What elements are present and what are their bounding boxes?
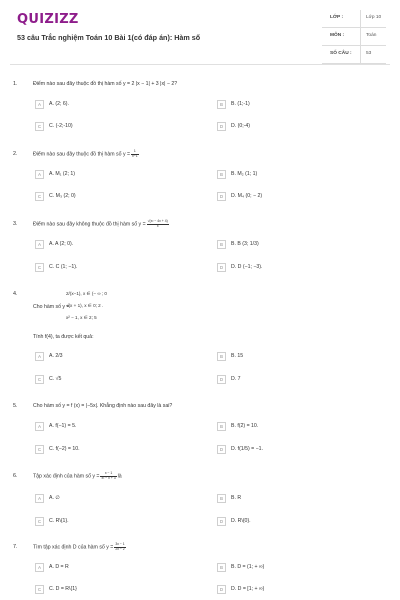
question-number: 7. [13,544,18,550]
quizizz-logo [17,12,79,27]
question-stem-2: Tính f(4), ta được kết quả: [33,334,94,340]
question-stem [33,220,170,228]
option-text: B. (1;-1) [231,101,250,107]
option-text: D. D (−1; −3). [231,264,263,270]
option-text: B. M₂ (1; 1) [231,171,258,177]
option-text: A. (2; 6). [49,101,69,107]
option-text: D. D = [1; + ∞) [231,586,265,592]
piece-2: √(x + 1), x ∈ 0; 2 . [66,303,104,308]
option-text: A. D = R [49,564,69,570]
option-key: A [35,352,44,361]
option-key: A [35,494,44,503]
meta-key: SỐ CÂU : [330,51,352,56]
question-number: 4. [13,291,18,297]
option-text: A. f(−1) = 5. [49,423,77,429]
fraction-numerator: √(x² − 4x + 4) [147,219,168,223]
option-key: B [217,100,226,109]
fraction-denominator: x [156,223,159,228]
option-text: B. B (3; 1/3) [231,241,259,247]
meta-key: MÔN : [330,33,345,38]
stem-text: Tập xác định của hàm số y = [33,473,100,480]
question-stem [33,150,140,158]
option-key: C [35,375,44,384]
option-key: C [35,517,44,526]
option-text: C. D = R\{1} [49,586,77,592]
page-title: 53 câu Trắc nghiệm Toán 10 Bài 1(có đáp án): Hàm số [17,33,201,42]
option-key: B [217,494,226,503]
meta-table [322,10,386,64]
option-key: A [35,170,44,179]
meta-row-subject [322,28,386,46]
fraction-denominator: x² − x + 3 [101,475,116,480]
option-text: A. 2/3 [49,353,63,359]
stem-text: Điểm nào sau đây không thuộc đồ thị hàm số y = [33,221,146,228]
meta-value: Lớp 10 [366,15,382,20]
stem-fraction [114,543,125,551]
option-key: D [217,192,226,201]
option-text: C. √5 [49,376,62,382]
option-text: B. R [231,495,242,501]
option-key: D [217,585,226,594]
stem-text: Tìm tập xác định D của hàm số y = [33,544,114,551]
option-key: C [35,192,44,201]
fraction-denominator: 2x − 2 [115,546,125,551]
stem-text: Điểm nào sau đây thuộc đồ thị hàm số y = [33,151,131,158]
option-text: D. M₄ (0; − 2) [231,193,263,199]
option-key: C [35,585,44,594]
question-number: 6. [13,473,18,479]
stem-fraction [131,150,139,158]
logo-text: QUIZIZZ [17,12,79,27]
page-header [0,0,400,72]
question-stem: Điểm nào sau đây thuộc đồ thị hàm số y = 2 |x − 1| + 3 |x| − 2? [33,81,178,87]
option-text: C. f(−2) = 10. [49,446,80,452]
meta-key: LỚP : [330,15,344,20]
option-key: D [217,517,226,526]
question-stem: Cho hàm số y = [33,304,70,310]
fraction-numerator: 3x − 1 [115,542,125,546]
option-key: D [217,375,226,384]
meta-row-count [322,46,386,64]
option-key: B [217,240,226,249]
option-key: A [35,240,44,249]
option-text: B. D = (1; + ∞) [231,564,265,570]
question-number: 2. [13,151,18,157]
option-text: D. f(1/5) = −1. [231,446,264,452]
fraction-numerator: 1 [131,150,139,155]
piece-3: x² − 1, x ∈ 2; 5 [66,315,97,320]
stem-fraction [100,472,116,480]
option-text: A. ∅ [49,495,60,501]
stem-tail: là [117,473,122,480]
option-key: C [35,263,44,272]
option-key: C [35,122,44,131]
option-key: B [217,170,226,179]
option-text: B. 15 [231,353,244,359]
meta-row-class [322,10,386,28]
option-key: A [35,563,44,572]
question-stem [33,472,122,480]
header-divider [10,64,390,65]
option-text: D. 7 [231,376,241,382]
option-key: D [217,263,226,272]
question-number: 1. [13,81,18,87]
option-text: A. A (2; 0). [49,241,74,247]
option-key: C [35,445,44,454]
fraction-denominator: x−1 [132,153,138,158]
stem-fraction [147,220,169,228]
option-text: B. f(2) = 10. [231,423,259,429]
question-number: 5. [13,403,18,409]
meta-value: Toán [366,33,377,38]
option-key: A [35,422,44,431]
option-text: A. M₁ (2; 1) [49,171,75,177]
option-key: B [217,352,226,361]
option-key: A [35,100,44,109]
piece-1: 2/(x−1), x ∈ (− ∞ ; 0 [66,291,107,296]
option-text: C. R\{1}. [49,518,69,524]
option-text: D. (0;-4) [231,123,251,129]
option-text: C. C (1; −1). [49,264,78,270]
option-text: C. (-2;-10) [49,123,73,129]
option-key: D [217,122,226,131]
question-stem [33,543,127,551]
question-stem: Cho hàm số y = f (x) = |−5x|. Khẳng định nào sau đây là sai? [33,403,173,409]
option-text: D. R\{0}. [231,518,251,524]
fraction-numerator: x − 1 [100,472,116,477]
option-key: B [217,422,226,431]
option-key: D [217,445,226,454]
option-key: B [217,563,226,572]
option-text: C. M₃ (2; 0) [49,193,76,199]
meta-value: 53 [366,51,372,56]
question-number: 3. [13,221,18,227]
